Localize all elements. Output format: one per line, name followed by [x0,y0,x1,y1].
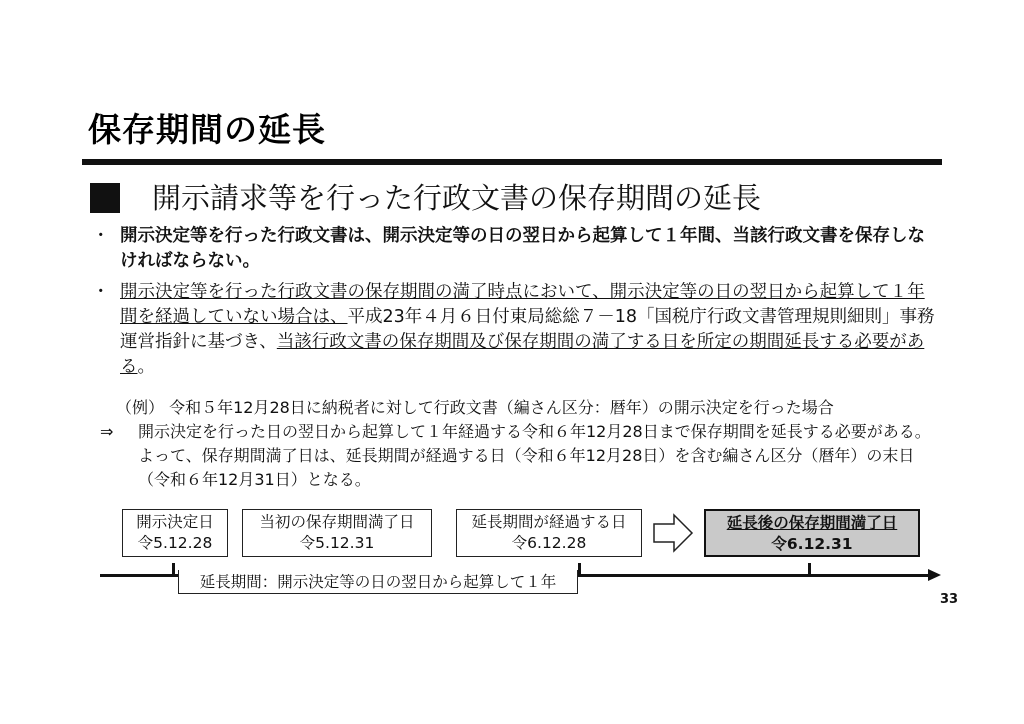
timeline-box-date: 令5.12.28 [137,534,213,552]
example-block [100,396,945,492]
timeline-box-label: 延長期間が経過する日 [471,513,627,531]
bullet-text-underlined: 当該行政文書の保存期間及び保存期間の満了する日を所定の期間延長する必要がある [120,332,925,377]
timeline-tick [578,563,581,577]
example-conclusion [100,420,945,492]
example-conclusion-text: 開示決定を行った日の翌日から起算して１年経過する令和６年12月28日まで保存期間を延長する必要がある。よって、保存期間満了日は、延長期間が経過する日（令和６年12月28日）を含む編さん区分（暦年）の末日（令和６年12月31日）となる。 [138,422,931,489]
implies-arrow-icon: ⇒ [100,422,114,441]
timeline-box-label: 開示決定日 [136,513,214,531]
timeline-tick [808,563,811,577]
example-line: （例） 令和５年12月28日に納税者に対して行政文書（編さん区分：暦年）の開示決定を行った場合 [116,398,834,417]
right-arrow-icon [652,512,694,554]
timeline-box-label: 延長後の保存期間満了日 [726,514,898,532]
timeline-box-date: 令5.12.31 [299,534,375,552]
bullet-item [92,224,942,274]
bullet-marker: ・ [92,226,110,246]
bullet-list [92,224,942,386]
slide-title: 保存期間の延長 [88,110,326,149]
bullet-item [92,280,942,380]
bullet-text: 。 [137,357,155,377]
timeline-box-final [704,509,920,557]
timeline-box-date: 令6.12.28 [511,534,587,552]
extension-period-label: 延長期間：開示決定等の日の翌日から起算して１年 [178,570,578,594]
square-bullet-icon [90,183,120,213]
bullet-text: 開示決定等を行った行政文書は、開示決定等の日の翌日から起算して１年間、当該行政文書を保存しなければならない。 [120,226,925,271]
bullet-marker: ・ [92,282,110,302]
section-heading: 開示請求等を行った行政文書の保存期間の延長 [152,181,762,215]
timeline-arrowhead-icon [928,569,941,581]
bullet-text-underlined: 開示決定等を行った行政文書の保存期間の満了時点において、開示決定等の日の翌日から起算して１年間を経過していない場合は、 [120,282,925,327]
timeline-box-label: 当初の保存期間満了日 [259,513,415,531]
page-number: 33 [940,592,959,607]
timeline-box [456,509,642,557]
bullet-text: 平成23年４月６日付東局総総７－18「国税庁行政文書管理規則細則」事務運営指針に基づき、 [120,307,935,352]
timeline-box [122,509,228,557]
timeline-box [242,509,432,557]
timeline-box-date: 令6.12.31 [771,535,853,553]
title-rule [82,159,942,165]
timeline-tick [172,563,175,577]
